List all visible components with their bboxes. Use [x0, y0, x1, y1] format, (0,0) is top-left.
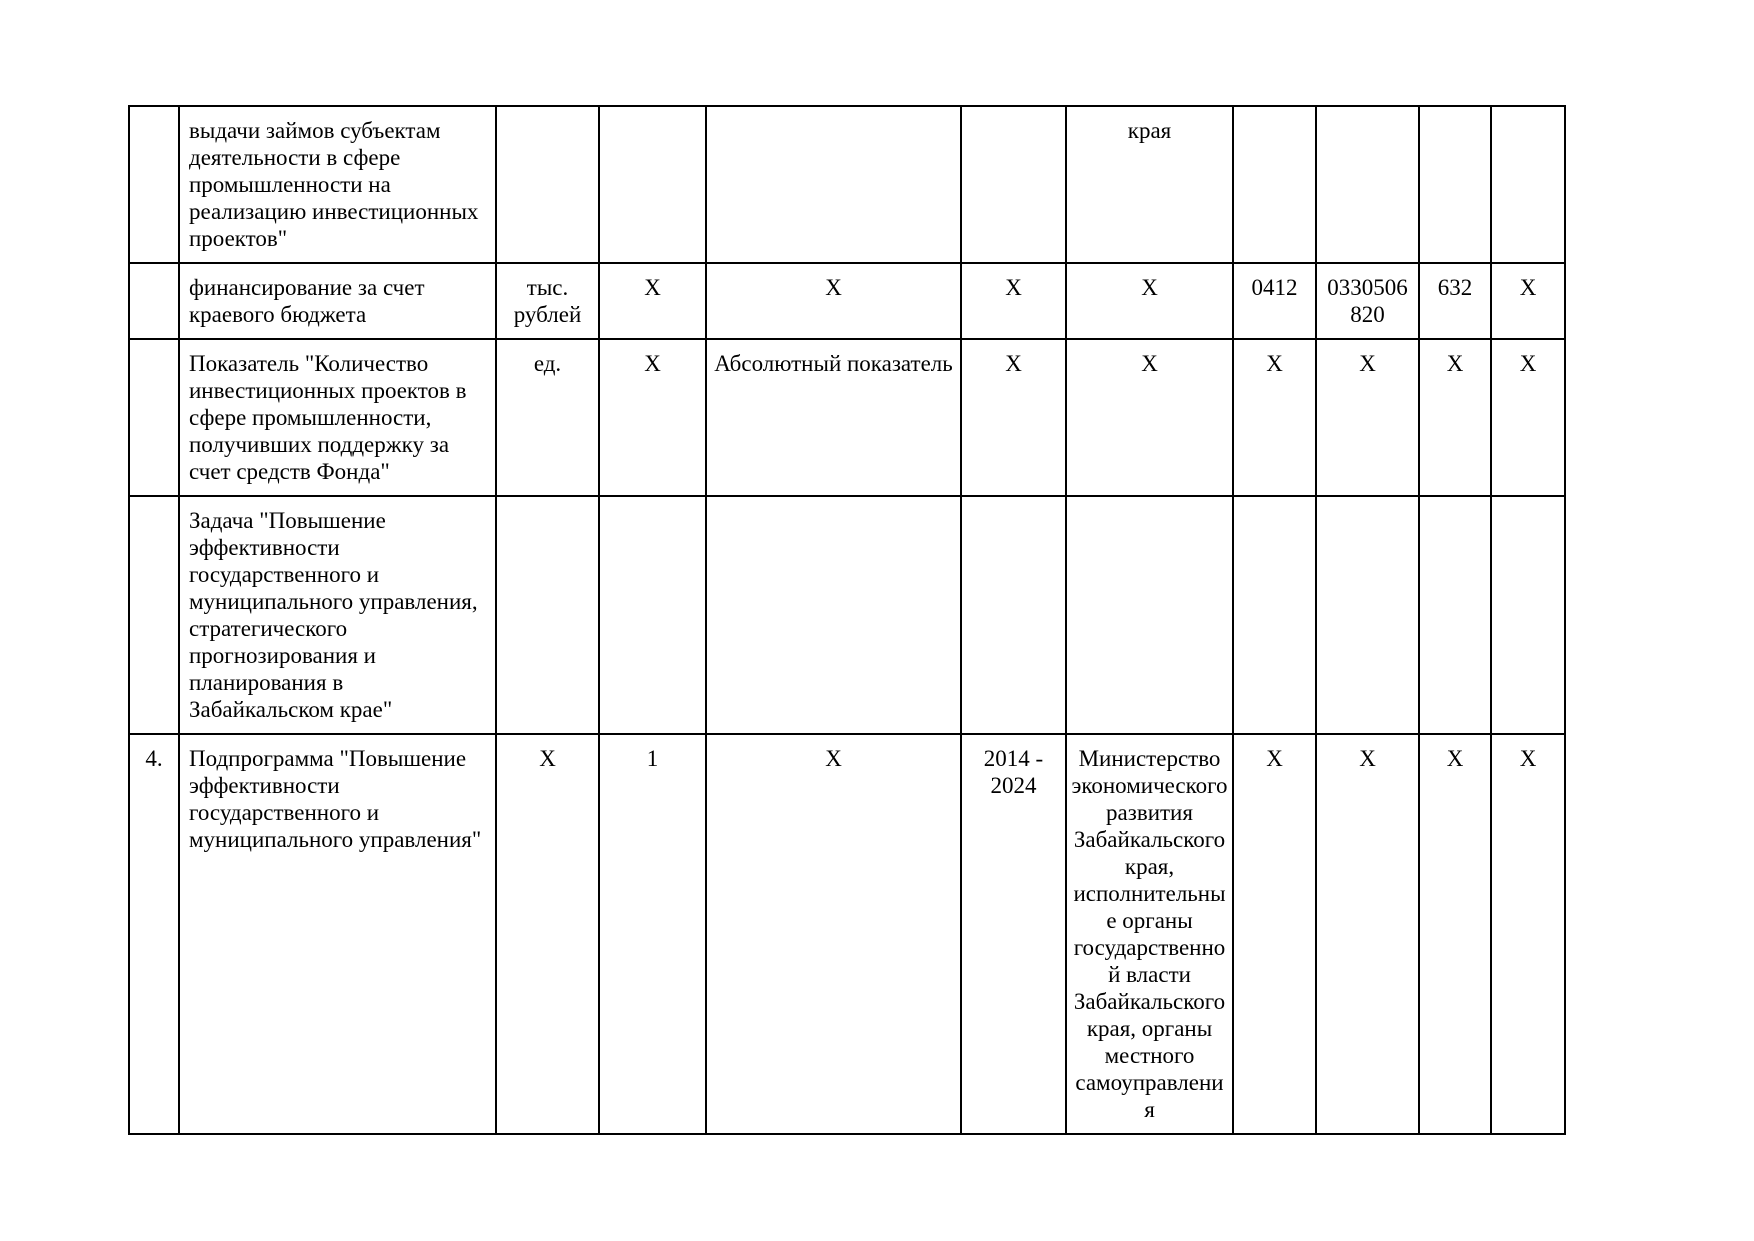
cell-row-number	[129, 496, 179, 734]
cell-executor: Х	[1066, 263, 1233, 339]
cell-code-2	[1316, 496, 1419, 734]
cell-code-1	[1233, 106, 1316, 263]
cell-code-3: 632	[1419, 263, 1491, 339]
cell-value	[599, 496, 706, 734]
table-row	[129, 339, 1565, 496]
cell-mark: Х	[1491, 263, 1565, 339]
cell-executor	[1066, 496, 1233, 734]
cell-code-1: Х	[1233, 734, 1316, 1134]
cell-code-2: 0330506 820	[1316, 263, 1419, 339]
cell-executor: края	[1066, 106, 1233, 263]
table-row	[129, 496, 1565, 734]
table-row	[129, 263, 1565, 339]
cell-method: Х	[706, 734, 961, 1134]
cell-unit	[496, 106, 599, 263]
cell-code-3: Х	[1419, 339, 1491, 496]
cell-mark	[1491, 106, 1565, 263]
cell-code-2	[1316, 106, 1419, 263]
cell-executor: Министерство экономического развития Забайкальского края, исполнительные органы государственной власти Забайкальского края, органы местного самоуправления	[1066, 734, 1233, 1134]
cell-method: Х	[706, 263, 961, 339]
table-row	[129, 106, 1565, 263]
cell-method: Абсолютный показатель	[706, 339, 961, 496]
cell-name: Показатель "Количество инвестиционных проектов в сфере промышленности, получивших поддержку за счет средств Фонда"	[179, 339, 496, 496]
cell-code-3	[1419, 106, 1491, 263]
cell-value: Х	[599, 339, 706, 496]
cell-name: Подпрограмма "Повышение эффективности государственного и муниципального управления"	[179, 734, 496, 1134]
program-structure-table	[128, 105, 1566, 1135]
cell-unit: тыс. рублей	[496, 263, 599, 339]
cell-method	[706, 496, 961, 734]
cell-code-1: Х	[1233, 339, 1316, 496]
cell-name: выдачи займов субъектам деятельности в сфере промышленности на реализацию инвестиционных проектов"	[179, 106, 496, 263]
cell-code-3: Х	[1419, 734, 1491, 1134]
cell-unit	[496, 496, 599, 734]
table-row	[129, 734, 1565, 1134]
cell-period: Х	[961, 263, 1066, 339]
cell-code-1	[1233, 496, 1316, 734]
cell-value	[599, 106, 706, 263]
cell-mark: Х	[1491, 734, 1565, 1134]
cell-row-number	[129, 339, 179, 496]
cell-code-2: Х	[1316, 734, 1419, 1134]
cell-row-number	[129, 263, 179, 339]
cell-period	[961, 496, 1066, 734]
cell-code-1: 0412	[1233, 263, 1316, 339]
cell-period	[961, 106, 1066, 263]
cell-code-2: Х	[1316, 339, 1419, 496]
cell-row-number: 4.	[129, 734, 179, 1134]
cell-mark: Х	[1491, 339, 1565, 496]
cell-executor: Х	[1066, 339, 1233, 496]
cell-method	[706, 106, 961, 263]
cell-value: Х	[599, 263, 706, 339]
cell-period: Х	[961, 339, 1066, 496]
cell-name: финансирование за счет краевого бюджета	[179, 263, 496, 339]
cell-code-3	[1419, 496, 1491, 734]
cell-period: 2014 - 2024	[961, 734, 1066, 1134]
cell-unit: Х	[496, 734, 599, 1134]
cell-unit: ед.	[496, 339, 599, 496]
cell-mark	[1491, 496, 1565, 734]
cell-value: 1	[599, 734, 706, 1134]
cell-name: Задача "Повышение эффективности государственного и муниципального управления, стратегического прогнозирования и планирования в Забайкальском крае"	[179, 496, 496, 734]
cell-row-number	[129, 106, 179, 263]
